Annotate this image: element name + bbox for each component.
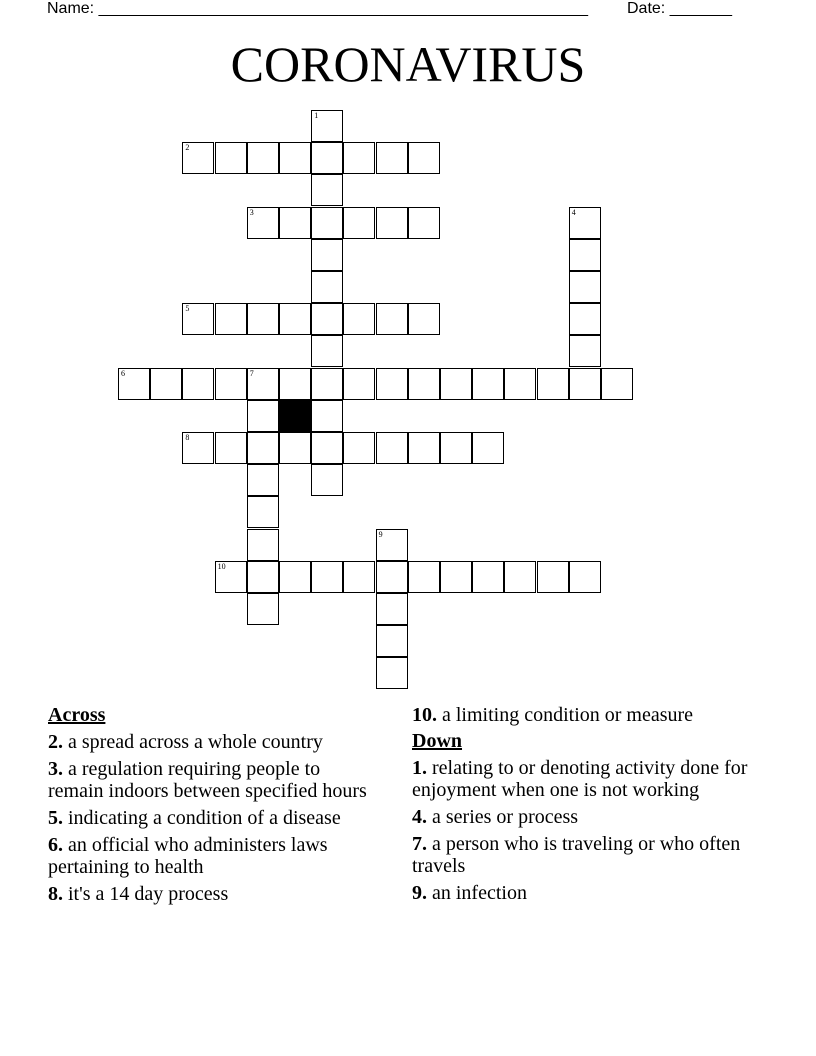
across-clue: 5. indicating a condition of a disease	[48, 807, 341, 829]
grid-cell[interactable]	[408, 303, 440, 335]
grid-cell[interactable]	[408, 368, 440, 400]
grid-cell[interactable]	[440, 561, 472, 593]
grid-cell[interactable]	[279, 303, 311, 335]
grid-cell[interactable]	[472, 368, 504, 400]
across-clue: 8. it's a 14 day process	[48, 883, 229, 905]
grid-cell[interactable]	[279, 368, 311, 400]
grid-cell[interactable]	[311, 207, 343, 239]
grid-cell[interactable]	[472, 432, 504, 464]
page-title: CORONAVIRUS	[230, 36, 586, 92]
grid-cell[interactable]	[311, 303, 343, 335]
down-heading: Down	[412, 730, 463, 752]
grid-cell[interactable]	[311, 432, 343, 464]
grid-cell[interactable]	[311, 271, 343, 303]
grid-cell[interactable]	[311, 464, 343, 496]
clue-number: 2	[185, 143, 190, 153]
grid-cell[interactable]	[247, 368, 279, 400]
grid-cell[interactable]	[343, 303, 375, 335]
grid-cell[interactable]	[311, 174, 343, 206]
clue-number: 9	[378, 529, 383, 539]
grid-cell[interactable]	[279, 432, 311, 464]
grid-cell[interactable]	[343, 207, 375, 239]
date-field: Date: _______	[627, 0, 732, 17]
grid-cell[interactable]	[504, 561, 536, 593]
grid-cell[interactable]	[215, 368, 247, 400]
grid-cell[interactable]	[376, 303, 408, 335]
grid-cell[interactable]	[376, 142, 408, 174]
across-clues	[48, 704, 378, 905]
grid-cell[interactable]	[311, 368, 343, 400]
down-clue: 4. a series or process	[412, 806, 579, 828]
grid-cell[interactable]	[472, 561, 504, 593]
grid-cell[interactable]	[215, 561, 247, 593]
grid-cell[interactable]	[247, 561, 279, 593]
grid-cell[interactable]	[247, 303, 279, 335]
grid-cell[interactable]	[311, 335, 343, 367]
grid-cell[interactable]	[569, 207, 601, 239]
grid-cell[interactable]	[311, 561, 343, 593]
grid-cell[interactable]	[215, 142, 247, 174]
grid-cell[interactable]	[376, 432, 408, 464]
grid-cell[interactable]	[376, 657, 408, 689]
grid-cell[interactable]	[569, 368, 601, 400]
grid-cell[interactable]	[182, 142, 214, 174]
grid-cell[interactable]	[569, 271, 601, 303]
grid-cell[interactable]	[247, 529, 279, 561]
grid-cell[interactable]	[247, 464, 279, 496]
grid-cell[interactable]	[504, 368, 536, 400]
grid-cell[interactable]	[376, 561, 408, 593]
clue-number: 4	[571, 207, 576, 217]
grid-cell[interactable]	[376, 593, 408, 625]
black-cell	[279, 400, 311, 432]
grid-cell[interactable]	[279, 561, 311, 593]
grid-cell[interactable]	[408, 432, 440, 464]
across-clue: 3. a regulation requiring people to remain indoors between specified hours	[48, 758, 367, 802]
grid-cell[interactable]	[569, 303, 601, 335]
grid-cell[interactable]	[376, 529, 408, 561]
grid-cell[interactable]	[408, 142, 440, 174]
grid-cell[interactable]	[182, 368, 214, 400]
across-heading: Across	[48, 704, 106, 726]
grid-cell[interactable]	[311, 239, 343, 271]
grid-cell[interactable]	[343, 561, 375, 593]
clue-number: 10	[217, 561, 226, 571]
clue-number: 7	[249, 368, 254, 378]
grid-cell[interactable]	[247, 207, 279, 239]
grid-cell[interactable]	[215, 303, 247, 335]
grid-cell[interactable]	[247, 496, 279, 528]
clue-number: 5	[185, 304, 190, 314]
grid-cell[interactable]	[311, 142, 343, 174]
grid-cell[interactable]	[182, 432, 214, 464]
grid-cell[interactable]	[247, 142, 279, 174]
clue-number: 3	[249, 207, 254, 217]
grid-cell[interactable]	[279, 207, 311, 239]
grid-cell[interactable]	[569, 561, 601, 593]
clue-number: 1	[314, 111, 319, 120]
grid-cell[interactable]	[343, 142, 375, 174]
grid-cell[interactable]	[311, 110, 343, 142]
across-clue: 2. a spread across a whole country	[48, 731, 323, 753]
grid-cell[interactable]	[537, 561, 569, 593]
right-clue-column	[412, 704, 757, 904]
grid-cell[interactable]	[408, 207, 440, 239]
across-clue: 6. an official who administers laws pertaining to health	[48, 834, 328, 878]
grid-cell[interactable]	[376, 368, 408, 400]
grid-cell[interactable]	[182, 303, 214, 335]
across-clue: 10. a limiting condition or measure	[412, 704, 694, 726]
grid-cell[interactable]	[569, 239, 601, 271]
down-clue: 7. a person who is traveling or who often travels	[412, 833, 741, 877]
grid-cell[interactable]	[569, 335, 601, 367]
grid-cell[interactable]	[311, 400, 343, 432]
grid-cell[interactable]	[440, 432, 472, 464]
grid-cell[interactable]	[440, 368, 472, 400]
grid-cell[interactable]	[247, 400, 279, 432]
name-field: Name: _______________________________________________________	[47, 0, 588, 17]
grid-cell[interactable]	[537, 368, 569, 400]
grid-cell[interactable]	[376, 625, 408, 657]
grid-cell[interactable]	[601, 368, 633, 400]
grid-cell[interactable]	[343, 368, 375, 400]
clue-number: 8	[185, 433, 190, 442]
grid-cell[interactable]	[118, 368, 150, 400]
down-clue: 1. relating to or denoting activity done for enjoyment when one is not working	[412, 757, 748, 801]
clue-number: 6	[121, 368, 125, 378]
grid-cell[interactable]	[150, 368, 182, 400]
grid-cell[interactable]	[343, 432, 375, 464]
grid-cell[interactable]	[247, 432, 279, 464]
grid-cell[interactable]	[215, 432, 247, 464]
grid-cell[interactable]	[376, 207, 408, 239]
grid-cell[interactable]	[247, 593, 279, 625]
grid-cell[interactable]	[279, 142, 311, 174]
grid-cell[interactable]	[408, 561, 440, 593]
down-clue: 9. an infection	[412, 882, 527, 904]
